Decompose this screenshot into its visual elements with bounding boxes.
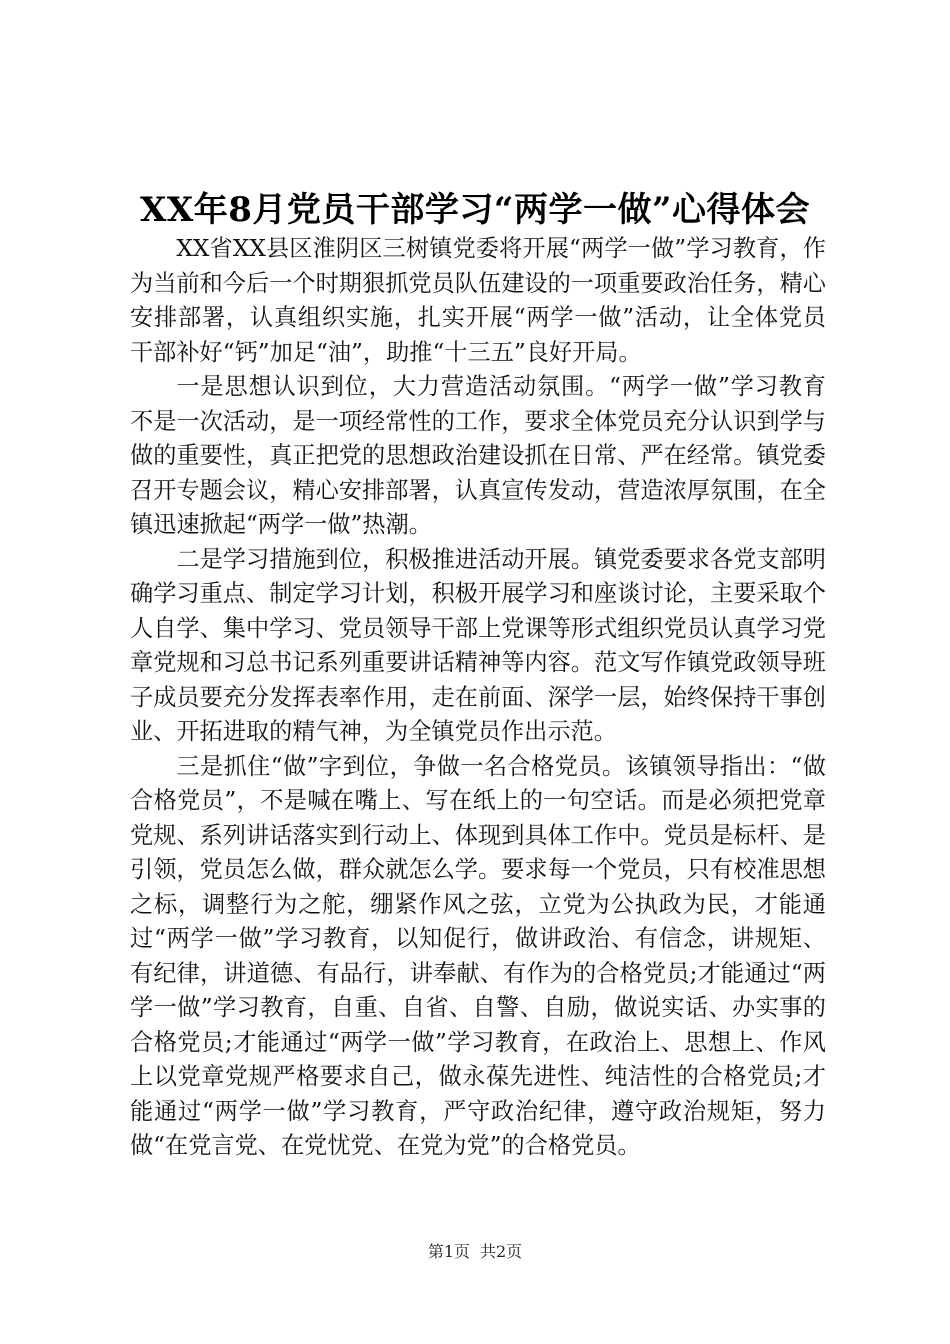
paragraph-intro: XX省XX县区淮阴区三树镇党委将开展“两学一做”学习教育，作为当前和今后一个时期狠抓党员队伍建设的一项重要政治任务，精心安排部署，认真组织实施，扎实开展“两学一做”活动，让全体党员干部补好“钙”加足“油”，助推“十三五”良好开局。 bbox=[130, 235, 826, 366]
paragraph-point-one: 一是思想认识到位，大力营造活动氛围。“两学一做”学习教育不是一次活动，是一项经常性的工作，要求全体党员充分认识到学与做的重要性，真正把党的思想政治建设抓在日常、严在经常。镇党委召开专题会议，精心安排部署，认真宣传发动，营造浓厚氛围，在全镇迅速掀起“两学一做”热潮。 bbox=[130, 373, 826, 538]
document-body bbox=[130, 232, 826, 1164]
page-number-total: 共2页 bbox=[480, 1242, 523, 1261]
paragraph-point-two: 二是学习措施到位，积极推进活动开展。镇党委要求各党支部明确学习重点、制定学习计划，积极开展学习和座谈讨论，主要采取个人自学、集中学习、党员领导干部上党课等形式组织党员认真学习党章党规和习总书记系列重要讲话精神等内容。范文写作镇党政领导班子成员要充分发挥表率作用，走在前面、深学一层，始终保持干事创业、开拓进取的精气神，为全镇党员作出示范。 bbox=[130, 545, 826, 745]
page-number-current: 第1页 bbox=[427, 1242, 470, 1261]
page-footer bbox=[0, 1242, 950, 1262]
paragraph-point-three: 三是抓住“做”字到位，争做一名合格党员。该镇领导指出：“做合格党员”，不是喊在嘴上、写在纸上的一句空话。而是必须把党章党规、系列讲话落实到行动上、体现到具体工作中。党员是标杆、是引领，党员怎么做，群众就怎么学。要求每一个党员，只有校准思想之标，调整行为之舵，绷紧作风之弦，立党为公执政为民，才能通过“两学一做”学习教育，以知促行，做讲政治、有信念，讲规矩、有纪律，讲道德、有品行，讲奉献、有作为的合格党员;才能通过“两学一做”学习教育，自重、自省、自警、自励，做说实话、办实事的合格党员;才能通过“两学一做”学习教育，在政治上、思想上、作风上以党章党规严格要求自己，做永葆先进性、纯洁性的合格党员;才能通过“两学一做”学习教育，严守政治纪律，遵守政治规矩，努力做“在党言党、在党忧党、在党为党”的合格党员。 bbox=[130, 752, 826, 1159]
document-title: XX年8月党员干部学习“两学一做”心得体会 bbox=[139, 190, 811, 230]
